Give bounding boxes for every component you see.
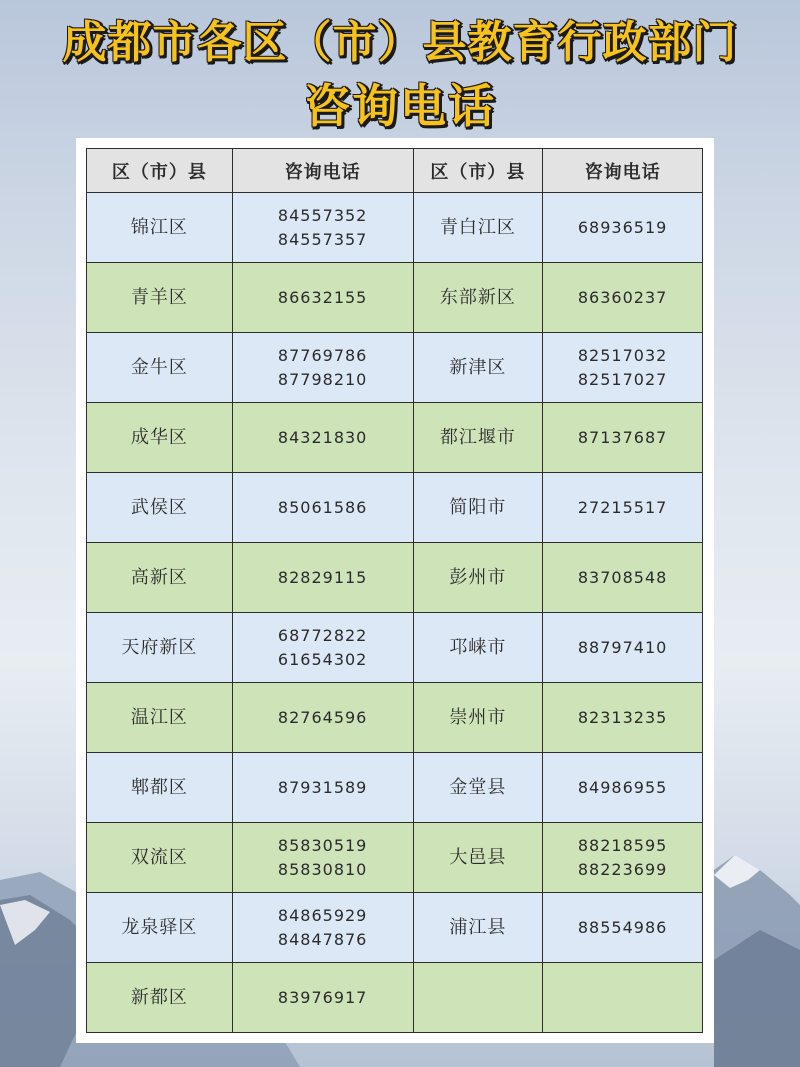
phone-number: 82829115 xyxy=(277,567,368,587)
header-phone-2: 咨询电话 xyxy=(543,149,703,193)
district-name: 天府新区 xyxy=(87,613,233,683)
phone-number: 88554986 xyxy=(577,917,668,937)
phone-cell xyxy=(232,473,413,543)
phone-number: 84865929 xyxy=(277,905,368,925)
phone-cell xyxy=(232,683,413,753)
table-row xyxy=(87,823,703,893)
district-name: 金堂县 xyxy=(413,753,543,823)
district-name: 青白江区 xyxy=(413,193,543,263)
table-row xyxy=(87,893,703,963)
district-name: 邛崃市 xyxy=(413,613,543,683)
phone-number: 88797410 xyxy=(577,637,668,657)
phone-number: 82517032 xyxy=(577,345,668,365)
phone-number: 87769786 xyxy=(277,345,368,365)
phone-number: 84847876 xyxy=(277,929,368,949)
district-name: 大邑县 xyxy=(413,823,543,893)
phone-cell xyxy=(543,193,703,263)
phone-number: 68772822 xyxy=(277,625,368,645)
district-name: 武侯区 xyxy=(87,473,233,543)
district-name: 彭州市 xyxy=(413,543,543,613)
phone-cell xyxy=(543,543,703,613)
district-name: 金牛区 xyxy=(87,333,233,403)
phone-number: 84321830 xyxy=(277,427,368,447)
phone-cell xyxy=(543,473,703,543)
phone-number: 61654302 xyxy=(277,649,368,669)
district-name: 简阳市 xyxy=(413,473,543,543)
phone-number: 27215517 xyxy=(577,497,668,517)
phone-number: 84557352 xyxy=(277,205,368,225)
phone-cell xyxy=(232,263,413,333)
page-title-line-2: 咨询电话 xyxy=(304,79,496,133)
district-name: 青羊区 xyxy=(87,263,233,333)
phone-number: 86360237 xyxy=(577,287,668,307)
phone-number: 84986955 xyxy=(577,777,668,797)
table-row xyxy=(87,473,703,543)
table-row xyxy=(87,333,703,403)
phone-cell xyxy=(232,193,413,263)
district-name: 新都区 xyxy=(87,963,233,1033)
header-phone-1: 咨询电话 xyxy=(232,149,413,193)
phone-number: 87931589 xyxy=(277,777,368,797)
table-row xyxy=(87,263,703,333)
district-name: 郫都区 xyxy=(87,753,233,823)
phone-number: 82517027 xyxy=(577,369,668,389)
phone-cell xyxy=(232,333,413,403)
phone-number: 86632155 xyxy=(277,287,368,307)
table-card xyxy=(76,138,714,1043)
phone-cell xyxy=(543,403,703,473)
table-row xyxy=(87,403,703,473)
table-row xyxy=(87,963,703,1033)
phone-number: 88218595 xyxy=(577,835,668,855)
district-name: 浦江县 xyxy=(413,893,543,963)
phone-cell xyxy=(232,753,413,823)
district-name: 都江堰市 xyxy=(413,403,543,473)
phone-cell xyxy=(543,823,703,893)
phone-number: 85830810 xyxy=(277,859,368,879)
table-header-row xyxy=(87,149,703,193)
phone-cell xyxy=(232,963,413,1033)
district-name: 龙泉驿区 xyxy=(87,893,233,963)
phone-cell xyxy=(543,613,703,683)
district-name: 成华区 xyxy=(87,403,233,473)
district-name: 崇州市 xyxy=(413,683,543,753)
phone-cell xyxy=(543,753,703,823)
phone-cell xyxy=(543,893,703,963)
district-name: 温江区 xyxy=(87,683,233,753)
phone-number: 82764596 xyxy=(277,707,368,727)
phone-number: 68936519 xyxy=(577,217,668,237)
phone-number: 85061586 xyxy=(277,497,368,517)
phone-cell xyxy=(543,333,703,403)
contact-table xyxy=(86,148,703,1033)
district-name: 新津区 xyxy=(413,333,543,403)
phone-cell xyxy=(232,403,413,473)
phone-number: 84557357 xyxy=(277,229,368,249)
phone-number: 83976917 xyxy=(277,987,368,1007)
header-district-2: 区（市）县 xyxy=(413,149,543,193)
phone-cell xyxy=(232,613,413,683)
table-row xyxy=(87,683,703,753)
header-district-1: 区（市）县 xyxy=(87,149,233,193)
phone-cell xyxy=(543,263,703,333)
table-row xyxy=(87,753,703,823)
phone-cell xyxy=(543,683,703,753)
phone-cell xyxy=(232,823,413,893)
phone-cell xyxy=(232,543,413,613)
phone-number: 88223699 xyxy=(577,859,668,879)
phone-number: 82313235 xyxy=(577,707,668,727)
phone-number: 87798210 xyxy=(277,369,368,389)
phone-cell xyxy=(543,963,703,1033)
table-row xyxy=(87,613,703,683)
table-row xyxy=(87,543,703,613)
phone-number: 85830519 xyxy=(277,835,368,855)
phone-number: 87137687 xyxy=(577,427,668,447)
district-name xyxy=(413,963,543,1033)
district-name: 东部新区 xyxy=(413,263,543,333)
phone-number: 83708548 xyxy=(577,567,668,587)
district-name: 双流区 xyxy=(87,823,233,893)
page-title-line-1: 成都市各区（市）县教育行政部门 xyxy=(62,17,738,68)
phone-cell xyxy=(232,893,413,963)
table-row xyxy=(87,193,703,263)
district-name: 锦江区 xyxy=(87,193,233,263)
district-name: 高新区 xyxy=(87,543,233,613)
